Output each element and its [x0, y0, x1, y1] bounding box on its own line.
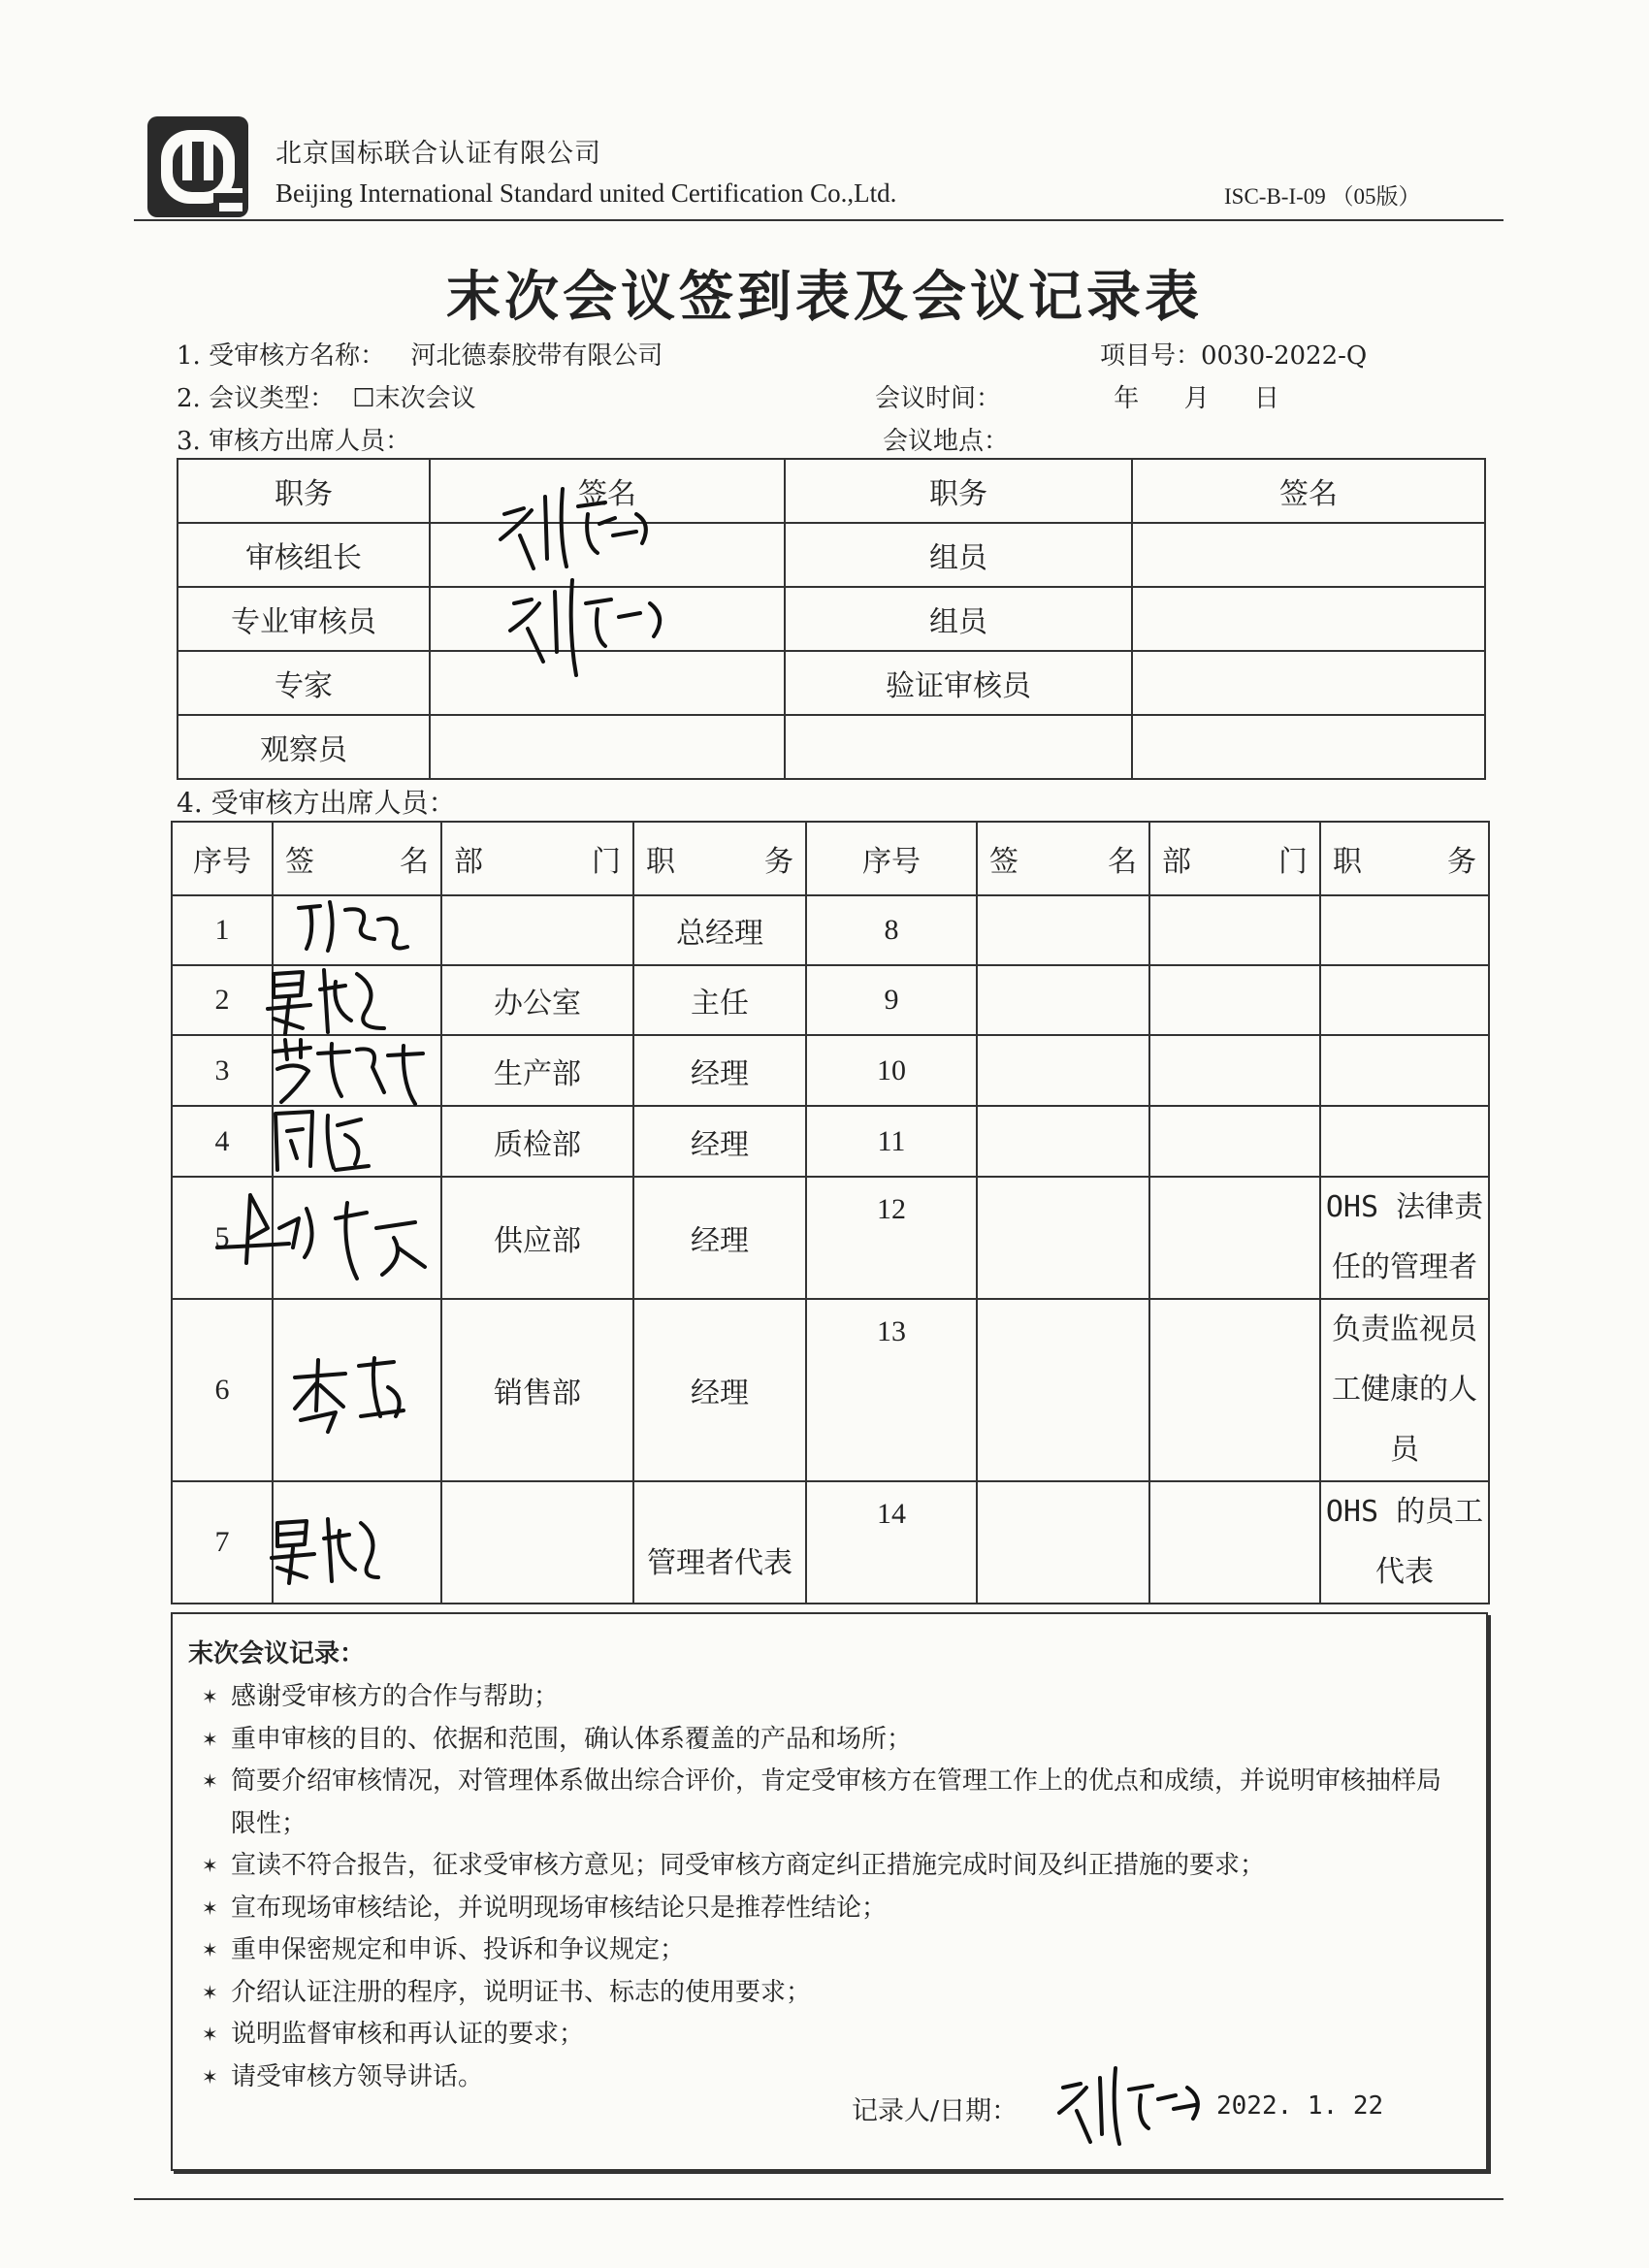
table-row	[172, 1481, 1489, 1604]
seq-cell: 3	[172, 1035, 273, 1106]
seq-cell: 11	[806, 1106, 977, 1177]
auditor-attendance-table	[177, 458, 1486, 780]
table-row	[172, 895, 1489, 965]
header-cell: 签名	[430, 459, 785, 523]
role-cell: 专家	[178, 651, 430, 715]
seq-cell: 13	[806, 1299, 977, 1481]
title-cell	[1320, 1035, 1489, 1106]
role-cell	[785, 715, 1132, 779]
header-cell: 签名	[1132, 459, 1485, 523]
header-divider	[134, 219, 1504, 221]
meeting-record-box	[171, 1612, 1488, 2171]
recorder-label: 记录人/日期：	[852, 2096, 1018, 2126]
seq-cell: 2	[172, 965, 273, 1035]
dept-cell	[441, 1481, 633, 1604]
seq-cell: 14	[806, 1481, 977, 1604]
header-cell: 签 名	[977, 822, 1149, 895]
signature-cell	[1132, 523, 1485, 587]
signature-cell	[273, 1106, 441, 1177]
signature-cell	[273, 1481, 441, 1604]
document-code: ISC-B-I-09 （05版）	[1224, 184, 1421, 209]
table-row	[172, 1035, 1489, 1106]
record-items-list	[202, 1676, 1463, 2098]
footer-divider	[134, 2198, 1504, 2200]
list-item: ✶ 请受审核方领导讲话。	[202, 2057, 1463, 2099]
title-cell: 主任	[633, 965, 806, 1035]
table-header-row	[172, 822, 1489, 895]
table-row	[172, 965, 1489, 1035]
seq-cell: 5	[172, 1177, 273, 1299]
auditor-attendees-label: 3. 审核方出席人员：	[177, 427, 411, 456]
project-value: 0030-2022-Q	[1201, 341, 1368, 371]
meeting-type-value: ☐末次会议	[352, 384, 476, 413]
signature-cell	[1132, 651, 1485, 715]
company-name-cn: 北京国标联合认证有限公司	[275, 139, 601, 169]
auditee-attendance-table	[171, 821, 1490, 1604]
header-cell: 职 务	[633, 822, 806, 895]
list-item: ✶ 介绍认证注册的程序，说明证书、标志的使用要求；	[202, 1972, 1463, 2015]
role-cell: 验证审核员	[785, 651, 1132, 715]
meeting-place-label: 会议地点：	[883, 427, 1010, 456]
auditee-value: 河北德泰胶带有限公司	[410, 341, 663, 371]
dept-cell: 办公室	[441, 965, 633, 1035]
dept-cell: 销售部	[441, 1299, 633, 1481]
title-cell	[1320, 965, 1489, 1035]
title-cell: 经理	[633, 1106, 806, 1177]
role-cell: 组员	[785, 587, 1132, 651]
header-cell: 部 门	[441, 822, 633, 895]
table-row	[178, 587, 1485, 651]
responsibility-note-cell: OHS 的员工代表	[1320, 1481, 1489, 1604]
dept-cell	[1149, 1481, 1320, 1604]
dept-cell: 供应部	[441, 1177, 633, 1299]
role-cell: 审核组长	[178, 523, 430, 587]
signature-cell	[977, 1177, 1149, 1299]
role-cell: 专业审核员	[178, 587, 430, 651]
table-row	[172, 1299, 1489, 1481]
dept-cell	[1149, 1299, 1320, 1481]
auditee-line	[177, 336, 663, 372]
company-logo	[146, 114, 250, 219]
header-cell: 职 务	[1320, 822, 1489, 895]
seq-cell: 9	[806, 965, 977, 1035]
day-label: 日	[1253, 384, 1279, 413]
header-cell: 职务	[178, 459, 430, 523]
dept-cell	[1149, 1035, 1320, 1106]
title-cell	[1320, 895, 1489, 965]
seq-cell: 10	[806, 1035, 977, 1106]
signature-cell	[977, 895, 1149, 965]
company-name-en: Beijing International Standard united Certification Co.,Ltd.	[275, 178, 897, 208]
meeting-type-line	[177, 378, 476, 414]
record-date: 2022. 1. 22	[1216, 2091, 1384, 2121]
header-cell: 序号	[806, 822, 977, 895]
header-cell: 职务	[785, 459, 1132, 523]
responsibility-note-cell: OHS 法律责任的管理者	[1320, 1177, 1489, 1299]
project-label: 项目号：	[1100, 341, 1202, 371]
signature-cell	[273, 1035, 441, 1106]
header-cell: 序号	[172, 822, 273, 895]
meeting-time-label: 会议时间：	[875, 384, 1002, 413]
list-item: ✶ 说明监督审核和再认证的要求；	[202, 2014, 1463, 2057]
table-row	[178, 715, 1485, 779]
list-item: ✶ 宣读不符合报告，征求受审核方意见；同受审核方商定纠正措施完成时间及纠正措施的要求；	[202, 1845, 1463, 1888]
title-cell: 总经理	[633, 895, 806, 965]
dept-cell: 生产部	[441, 1035, 633, 1106]
signature-cell	[977, 965, 1149, 1035]
header-cell: 签 名	[273, 822, 441, 895]
signature-cell	[1132, 715, 1485, 779]
dept-cell: 质检部	[441, 1106, 633, 1177]
dept-cell	[1149, 1177, 1320, 1299]
month-label: 月	[1183, 384, 1210, 413]
table-row	[178, 523, 1485, 587]
title-cell: 经理	[633, 1035, 806, 1106]
page-title: 末次会议签到表及会议记录表	[446, 265, 1203, 329]
title-cell: 经理	[633, 1299, 806, 1481]
title-cell: 管理者代表	[633, 1481, 806, 1604]
seq-cell: 4	[172, 1106, 273, 1177]
signature-cell	[977, 1035, 1149, 1106]
signature-cell	[430, 523, 785, 587]
dept-cell	[1149, 965, 1320, 1035]
seq-cell: 8	[806, 895, 977, 965]
list-item: ✶ 重申审核的目的、依据和范围，确认体系覆盖的产品和场所；	[202, 1719, 1463, 1762]
signature-cell	[273, 965, 441, 1035]
signature-cell	[977, 1481, 1149, 1604]
meeting-time-line	[875, 378, 1279, 414]
seq-cell: 7	[172, 1481, 273, 1604]
signature-cell	[977, 1299, 1149, 1481]
meeting-type-label: 2. 会议类型：	[177, 384, 336, 413]
table-row	[172, 1177, 1489, 1299]
signature-cell	[977, 1106, 1149, 1177]
project-line	[1100, 336, 1367, 372]
signature-cell	[273, 895, 441, 965]
signature-cell	[273, 1299, 441, 1481]
seq-cell: 12	[806, 1177, 977, 1299]
table-row	[178, 651, 1485, 715]
signature-cell	[430, 651, 785, 715]
seq-cell: 6	[172, 1299, 273, 1481]
dept-cell	[1149, 1106, 1320, 1177]
record-title: 末次会议记录：	[188, 1639, 366, 1669]
title-cell: 经理	[633, 1177, 806, 1299]
signature-cell	[430, 587, 785, 651]
list-item: ✶ 感谢受审核方的合作与帮助；	[202, 1676, 1463, 1719]
title-cell	[1320, 1106, 1489, 1177]
list-item: ✶ 宣布现场审核结论，并说明现场审核结论只是推荐性结论；	[202, 1888, 1463, 1930]
year-label: 年	[1114, 384, 1140, 413]
table-row	[172, 1106, 1489, 1177]
role-cell: 组员	[785, 523, 1132, 587]
list-item: ✶ 重申保密规定和申诉、投诉和争议规定；	[202, 1929, 1463, 1972]
auditee-attendees-label: 4. 受审核方出席人员：	[177, 787, 456, 819]
role-cell: 观察员	[178, 715, 430, 779]
responsibility-note-cell: 负责监视员工健康的人员	[1320, 1299, 1489, 1481]
dept-cell	[1149, 895, 1320, 965]
auditee-label: 1. 受审核方名称：	[177, 341, 386, 371]
signature-cell	[430, 715, 785, 779]
seq-cell: 1	[172, 895, 273, 965]
signature-cell	[273, 1177, 441, 1299]
table-header-row	[178, 459, 1485, 523]
dept-cell	[441, 895, 633, 965]
header-cell: 部 门	[1149, 822, 1320, 895]
list-item: ✶ 简要介绍审核情况，对管理体系做出综合评价，肯定受审核方在管理工作上的优点和成绩，并说明审核抽样局限性；	[202, 1761, 1463, 1845]
signature-cell	[1132, 587, 1485, 651]
